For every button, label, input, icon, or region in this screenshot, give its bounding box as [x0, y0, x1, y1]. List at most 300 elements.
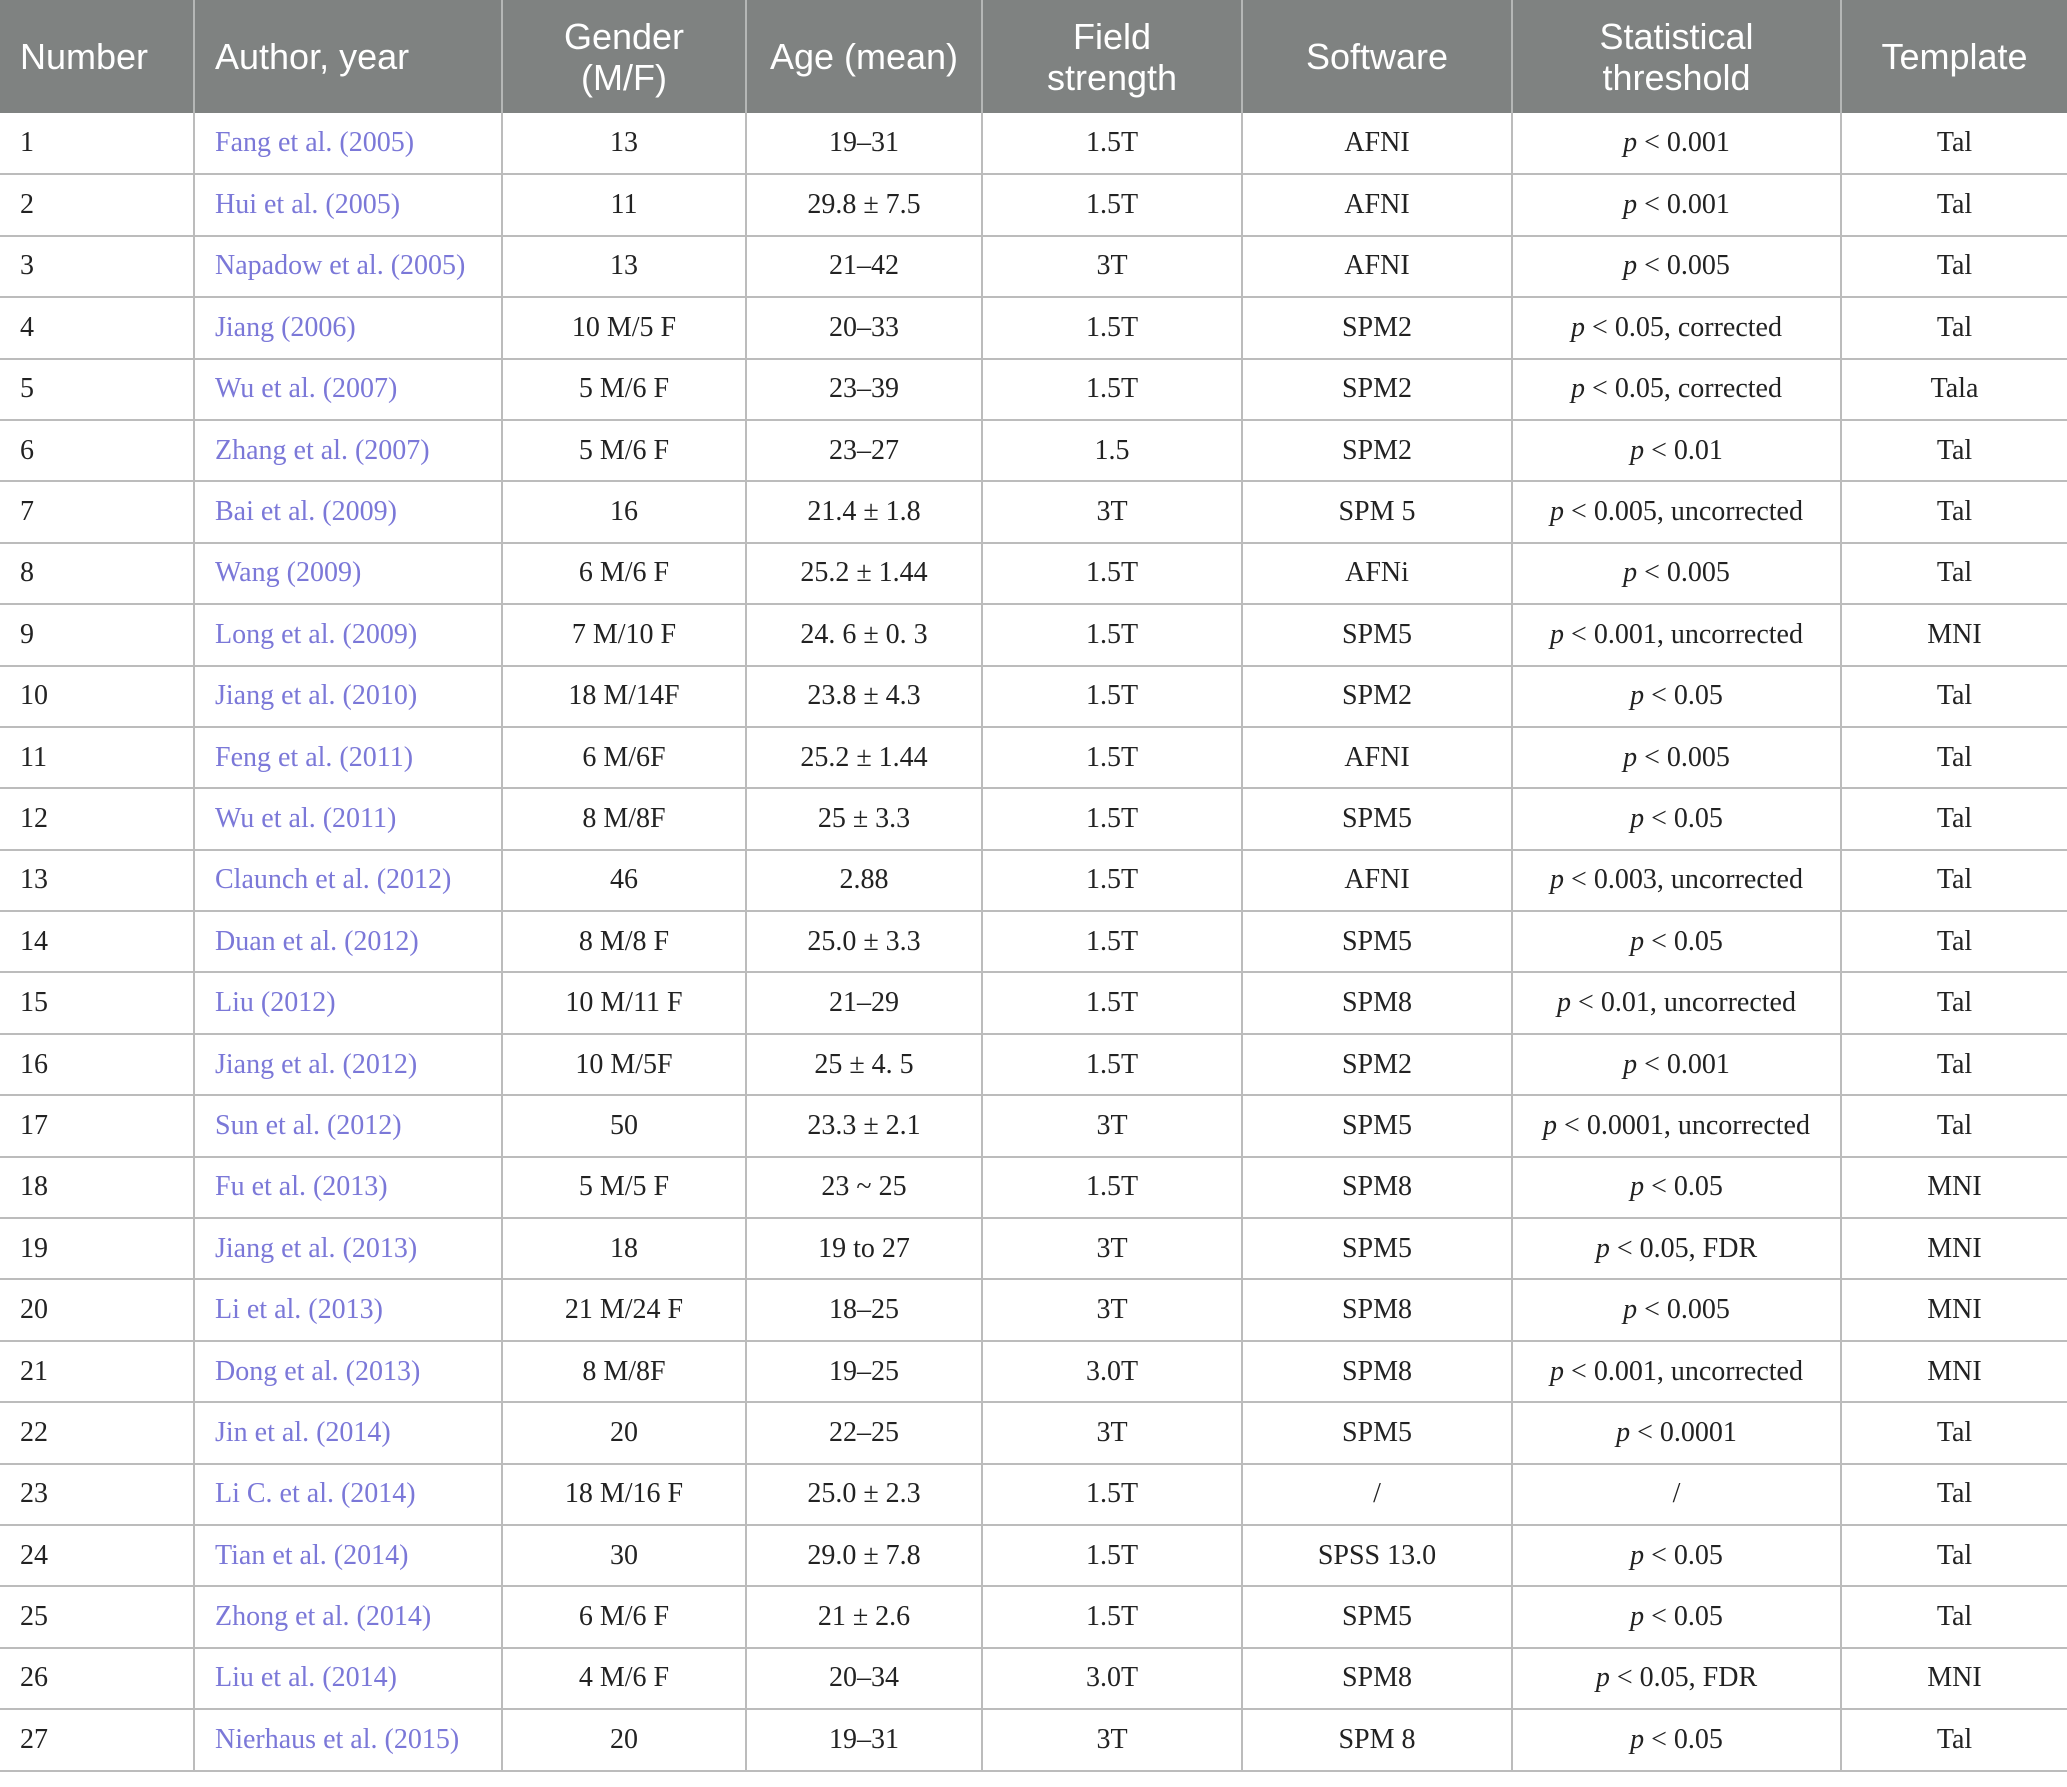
- threshold-value: < 0.001: [1637, 1048, 1730, 1080]
- cell-gender-text: 5 M/6 F: [578, 434, 670, 466]
- cell-age: [746, 174, 982, 235]
- cell-author-link[interactable]: [194, 1648, 502, 1709]
- cell-field-strength-text: 3T: [1096, 1109, 1128, 1141]
- cell-template-text: Tal: [1936, 311, 1973, 343]
- cell-author-link-text[interactable]: Jiang et al. (2010): [215, 680, 418, 712]
- cell-author-link-text[interactable]: Li C. et al. (2014): [215, 1478, 416, 1510]
- cell-template-text: Tal: [1936, 557, 1973, 589]
- cell-number: [0, 236, 194, 297]
- cell-software-text: SPM5: [1341, 925, 1413, 957]
- cell-software-text: SPM 8: [1338, 1723, 1416, 1755]
- cell-age: [746, 1648, 982, 1709]
- cell-software: [1242, 911, 1512, 972]
- cell-author-link[interactable]: [194, 1709, 502, 1770]
- cell-age: [746, 1525, 982, 1586]
- cell-template: [1841, 788, 2067, 849]
- cell-gender-text: 30: [610, 1539, 638, 1571]
- cell-number: [0, 604, 194, 665]
- cell-author-link[interactable]: [194, 1095, 502, 1156]
- cell-author-link[interactable]: [194, 174, 502, 235]
- cell-statistical-threshold: [1512, 1464, 1841, 1525]
- cell-author-link-text[interactable]: Claunch et al. (2012): [215, 864, 452, 896]
- cell-age-text: 21.4 ± 1.8: [807, 496, 921, 528]
- header-software-label: Software: [1305, 36, 1449, 77]
- cell-age-text: 19 to 27: [818, 1232, 910, 1264]
- cell-field-strength: [982, 666, 1242, 727]
- cell-number: [0, 1709, 194, 1770]
- cell-template-text: Tal: [1936, 680, 1973, 712]
- cell-author-link-text[interactable]: Bai et al. (2009): [215, 496, 397, 528]
- cell-template-text: MNI: [1927, 1355, 1982, 1387]
- cell-gender: [502, 1279, 746, 1340]
- header-row: [0, 0, 2067, 113]
- cell-gender: [502, 972, 746, 1033]
- threshold-value: < 0.05: [1644, 1723, 1723, 1755]
- cell-author-link[interactable]: [194, 1464, 502, 1525]
- table-row: [0, 972, 2067, 1033]
- cell-gender-text: 20: [610, 1416, 638, 1448]
- cell-age: [746, 481, 982, 542]
- cell-field-strength: [982, 850, 1242, 911]
- cell-gender: [502, 113, 746, 174]
- cell-template: [1841, 727, 2067, 788]
- cell-age: [746, 850, 982, 911]
- cell-number: [0, 420, 194, 481]
- cell-template: [1841, 1464, 2067, 1525]
- cell-field-strength-text: 3T: [1096, 1294, 1128, 1326]
- table-row: [0, 1341, 2067, 1402]
- cell-software-text: SPM8: [1341, 987, 1413, 1019]
- header-gender-label-line2: (M/F): [581, 56, 667, 98]
- cell-author-link[interactable]: [194, 236, 502, 297]
- cell-gender: [502, 604, 746, 665]
- threshold-value: < 0.001: [1637, 127, 1730, 159]
- cell-statistical-threshold: [1512, 543, 1841, 604]
- cell-gender-text: 13: [610, 127, 638, 159]
- cell-software: [1242, 1095, 1512, 1156]
- cell-template-text: MNI: [1927, 1294, 1982, 1326]
- cell-template: [1841, 972, 2067, 1033]
- cell-author-link[interactable]: [194, 788, 502, 849]
- cell-gender: [502, 481, 746, 542]
- cell-author-link-text[interactable]: Liu (2012): [215, 987, 336, 1019]
- cell-template-text: Tal: [1936, 925, 1973, 957]
- cell-software: [1242, 1402, 1512, 1463]
- cell-field-strength-text: 3T: [1096, 496, 1128, 528]
- cell-author-link[interactable]: [194, 297, 502, 358]
- cell-template: [1841, 1709, 2067, 1770]
- threshold-p-symbol: p: [1623, 741, 1638, 773]
- cell-number-text: 3: [20, 250, 34, 282]
- cell-author-link[interactable]: [194, 359, 502, 420]
- cell-age: [746, 1034, 982, 1095]
- cell-author-link-text[interactable]: Jiang (2006): [215, 311, 356, 343]
- cell-number: [0, 850, 194, 911]
- cell-software: [1242, 972, 1512, 1033]
- cell-number-text: 22: [20, 1416, 48, 1448]
- cell-number: [0, 1157, 194, 1218]
- cell-template: [1841, 420, 2067, 481]
- cell-template-text: Tal: [1936, 434, 1973, 466]
- cell-age-text: 23.8 ± 4.3: [807, 680, 921, 712]
- cell-number: [0, 1402, 194, 1463]
- cell-author-link-text[interactable]: Jiang et al. (2012): [215, 1048, 418, 1080]
- table-row: [0, 1095, 2067, 1156]
- table-row: [0, 1648, 2067, 1709]
- cell-gender: [502, 1218, 746, 1279]
- cell-software: [1242, 1341, 1512, 1402]
- cell-gender-text: 4 M/6 F: [578, 1662, 670, 1694]
- header-threshold-label-line2: threshold: [1602, 56, 1751, 98]
- cell-field-strength-text: 1.5T: [1085, 1601, 1139, 1633]
- cell-template: [1841, 297, 2067, 358]
- cell-author-link-text[interactable]: Wu et al. (2011): [215, 802, 397, 834]
- cell-gender: [502, 1525, 746, 1586]
- cell-author-link[interactable]: [194, 604, 502, 665]
- cell-software-text: AFNI: [1344, 189, 1410, 221]
- threshold-p-symbol: p: [1557, 987, 1572, 1019]
- cell-software: [1242, 297, 1512, 358]
- cell-number-text: 23: [20, 1478, 48, 1510]
- table-row: [0, 420, 2067, 481]
- cell-age-text: 23.3 ± 2.1: [807, 1109, 921, 1141]
- table-row: [0, 297, 2067, 358]
- threshold-p-symbol: p: [1630, 680, 1645, 712]
- header-number-label: Number: [20, 36, 149, 77]
- cell-field-strength: [982, 1586, 1242, 1647]
- threshold-value: < 0.05: [1644, 680, 1723, 712]
- cell-template: [1841, 174, 2067, 235]
- cell-field-strength: [982, 1709, 1242, 1770]
- cell-number: [0, 543, 194, 604]
- cell-number-text: 21: [20, 1355, 48, 1387]
- cell-author-link[interactable]: [194, 911, 502, 972]
- cell-gender: [502, 1157, 746, 1218]
- cell-age-text: 19–31: [829, 1723, 899, 1755]
- cell-author-link-text[interactable]: Duan et al. (2012): [215, 925, 419, 957]
- cell-age-text: 21–42: [829, 250, 899, 282]
- cell-number-text: 7: [20, 496, 34, 528]
- threshold-p-symbol: p: [1630, 434, 1645, 466]
- cell-software-text: SPM5: [1341, 1601, 1413, 1633]
- cell-number: [0, 1095, 194, 1156]
- threshold-value: < 0.0001, uncorrected: [1557, 1109, 1810, 1141]
- cell-field-strength-text: 1.5T: [1085, 680, 1139, 712]
- cell-software: [1242, 1034, 1512, 1095]
- cell-statistical-threshold: [1512, 1034, 1841, 1095]
- cell-software: [1242, 1464, 1512, 1525]
- cell-software: [1242, 113, 1512, 174]
- cell-age: [746, 297, 982, 358]
- cell-field-strength: [982, 911, 1242, 972]
- cell-gender-text: 18 M/14F: [568, 680, 680, 712]
- cell-age-text: 2.88: [839, 864, 889, 896]
- cell-software: [1242, 481, 1512, 542]
- cell-author-link[interactable]: [194, 420, 502, 481]
- cell-template: [1841, 1157, 2067, 1218]
- cell-author-link-text[interactable]: Fu et al. (2013): [215, 1171, 388, 1203]
- cell-template: [1841, 1034, 2067, 1095]
- threshold-value: < 0.0001: [1630, 1416, 1737, 1448]
- cell-number-text: 12: [20, 802, 48, 834]
- table-row: [0, 174, 2067, 235]
- threshold-p-symbol: p: [1623, 250, 1638, 282]
- cell-gender-text: 6 M/6F: [582, 741, 666, 773]
- threshold-p-symbol: p: [1630, 1601, 1645, 1633]
- cell-author-link[interactable]: [194, 1034, 502, 1095]
- header-field-label-line2: strength: [1046, 56, 1178, 98]
- cell-age-text: 24. 6 ± 0. 3: [800, 618, 928, 650]
- header-software: [1242, 0, 1512, 113]
- cell-template-text: MNI: [1927, 618, 1982, 650]
- table-row: [0, 1034, 2067, 1095]
- cell-number-text: 19: [20, 1232, 48, 1264]
- cell-gender: [502, 1709, 746, 1770]
- cell-author-link[interactable]: [194, 850, 502, 911]
- cell-author-link[interactable]: [194, 481, 502, 542]
- cell-template-text: Tal: [1936, 802, 1973, 834]
- cell-gender: [502, 359, 746, 420]
- cell-author-link[interactable]: [194, 727, 502, 788]
- cell-software: [1242, 1279, 1512, 1340]
- cell-number-text: 9: [20, 618, 34, 650]
- cell-template-text: Tala: [1930, 373, 1979, 405]
- cell-age: [746, 1218, 982, 1279]
- cell-gender-text: 8 M/8F: [582, 1355, 666, 1387]
- cell-gender-text: 18 M/16 F: [564, 1478, 684, 1510]
- cell-age: [746, 113, 982, 174]
- cell-gender: [502, 236, 746, 297]
- cell-author-link[interactable]: [194, 113, 502, 174]
- header-number: [0, 0, 194, 113]
- cell-gender-text: 5 M/5 F: [578, 1171, 670, 1203]
- cell-software-text: SPM5: [1341, 802, 1413, 834]
- cell-author-link-text[interactable]: Liu et al. (2014): [215, 1662, 397, 1694]
- cell-template: [1841, 911, 2067, 972]
- threshold-value: < 0.01, uncorrected: [1571, 987, 1796, 1019]
- cell-template: [1841, 113, 2067, 174]
- cell-author-link-text[interactable]: Wang (2009): [215, 557, 362, 589]
- cell-software-text: SPM 5: [1338, 496, 1416, 528]
- cell-age-text: 23 ~ 25: [821, 1171, 907, 1203]
- cell-field-strength-text: 1.5T: [1085, 618, 1139, 650]
- cell-statistical-threshold: [1512, 1279, 1841, 1340]
- table-row: [0, 1709, 2067, 1770]
- table-row: [0, 1279, 2067, 1340]
- cell-template-text: Tal: [1936, 1478, 1973, 1510]
- threshold-p-symbol: p: [1571, 311, 1586, 343]
- cell-gender: [502, 1402, 746, 1463]
- cell-age-text: 20–34: [829, 1662, 899, 1694]
- cell-author-link[interactable]: [194, 666, 502, 727]
- cell-field-strength: [982, 1525, 1242, 1586]
- cell-template: [1841, 850, 2067, 911]
- cell-field-strength-text: 1.5: [1094, 434, 1130, 466]
- threshold-p-symbol: p: [1630, 1539, 1645, 1571]
- cell-author-link-text[interactable]: Li et al. (2013): [215, 1294, 383, 1326]
- cell-field-strength: [982, 420, 1242, 481]
- cell-software: [1242, 1648, 1512, 1709]
- cell-author-link[interactable]: [194, 1525, 502, 1586]
- cell-age-text: 25.0 ± 3.3: [807, 925, 921, 957]
- cell-author-link-text[interactable]: Nierhaus et al. (2015): [215, 1723, 460, 1755]
- cell-template-text: Tal: [1936, 1416, 1973, 1448]
- cell-age-text: 21–29: [829, 987, 899, 1019]
- cell-gender-text: 6 M/6 F: [578, 557, 670, 589]
- table-row: [0, 1218, 2067, 1279]
- cell-author-link[interactable]: [194, 1586, 502, 1647]
- cell-statistical-threshold: [1512, 911, 1841, 972]
- cell-author-link-text[interactable]: Feng et al. (2011): [215, 741, 414, 773]
- cell-statistical-threshold: [1512, 174, 1841, 235]
- threshold-p-symbol: p: [1595, 1232, 1610, 1264]
- cell-field-strength: [982, 543, 1242, 604]
- cell-author-link[interactable]: [194, 1279, 502, 1340]
- cell-field-strength-text: 3T: [1096, 1232, 1128, 1264]
- table-row: [0, 1525, 2067, 1586]
- cell-author-link-text[interactable]: Jin et al. (2014): [215, 1416, 391, 1448]
- cell-age-text: 25.2 ± 1.44: [800, 741, 928, 773]
- cell-field-strength: [982, 113, 1242, 174]
- threshold-value: < 0.003, uncorrected: [1564, 864, 1803, 896]
- cell-field-strength-text: 1.5T: [1085, 925, 1139, 957]
- cell-author-link[interactable]: [194, 543, 502, 604]
- cell-author-link-text[interactable]: Hui et al. (2005): [215, 189, 401, 221]
- cell-software: [1242, 1709, 1512, 1770]
- cell-age: [746, 1095, 982, 1156]
- cell-field-strength-text: 3T: [1096, 1416, 1128, 1448]
- cell-template: [1841, 1279, 2067, 1340]
- cell-number: [0, 911, 194, 972]
- cell-gender-text: 6 M/6 F: [578, 1601, 670, 1633]
- cell-age: [746, 1341, 982, 1402]
- cell-template: [1841, 1525, 2067, 1586]
- threshold-p-symbol: p: [1623, 189, 1638, 221]
- cell-gender-text: 50: [610, 1109, 638, 1141]
- cell-age-text: 21 ± 2.6: [817, 1601, 911, 1633]
- cell-software: [1242, 666, 1512, 727]
- cell-template-text: Tal: [1936, 741, 1973, 773]
- cell-template: [1841, 481, 2067, 542]
- cell-age-text: 23–27: [829, 434, 899, 466]
- cell-author-link-text[interactable]: Sun et al. (2012): [215, 1109, 402, 1141]
- cell-software-text: AFNI: [1344, 864, 1410, 896]
- cell-template-text: MNI: [1927, 1232, 1982, 1264]
- cell-author-link-text[interactable]: Zhang et al. (2007): [215, 434, 430, 466]
- cell-number: [0, 1586, 194, 1647]
- cell-gender-text: 11: [610, 189, 638, 221]
- threshold-value: < 0.005, uncorrected: [1564, 496, 1803, 528]
- cell-number: [0, 1218, 194, 1279]
- cell-number: [0, 788, 194, 849]
- cell-statistical-threshold: [1512, 1648, 1841, 1709]
- cell-software-text: SPSS 13.0: [1317, 1539, 1437, 1571]
- cell-field-strength-text: 3T: [1096, 250, 1128, 282]
- cell-author-link[interactable]: [194, 1341, 502, 1402]
- cell-age-text: 18–25: [829, 1294, 899, 1326]
- cell-software-text: SPM2: [1341, 680, 1413, 712]
- header-template: [1841, 0, 2067, 113]
- header-author-year: [194, 0, 502, 113]
- cell-author-link-text[interactable]: Long et al. (2009): [215, 618, 418, 650]
- cell-field-strength: [982, 1648, 1242, 1709]
- header-gender-label-line1: Gender: [563, 15, 685, 57]
- cell-software: [1242, 1157, 1512, 1218]
- cell-author-link-text[interactable]: Wu et al. (2007): [215, 373, 398, 405]
- cell-author-link[interactable]: [194, 1402, 502, 1463]
- threshold-p-symbol: p: [1550, 496, 1565, 528]
- header-threshold-label-line1: Statistical: [1599, 15, 1754, 57]
- table-row: [0, 1157, 2067, 1218]
- cell-statistical-threshold: [1512, 604, 1841, 665]
- cell-template-text: Tal: [1936, 987, 1973, 1019]
- cell-statistical-threshold: [1512, 1525, 1841, 1586]
- cell-number-text: 10: [20, 680, 48, 712]
- header-gender: [502, 0, 746, 113]
- cell-field-strength: [982, 297, 1242, 358]
- cell-author-link-text[interactable]: Jiang et al. (2013): [215, 1232, 418, 1264]
- threshold-p-symbol: p: [1630, 925, 1645, 957]
- cell-statistical-threshold: [1512, 1402, 1841, 1463]
- cell-software-text: AFNI: [1344, 741, 1410, 773]
- cell-statistical-threshold: [1512, 297, 1841, 358]
- cell-author-link-text[interactable]: Dong et al. (2013): [215, 1355, 421, 1387]
- cell-author-link[interactable]: [194, 1157, 502, 1218]
- cell-age-text: 20–33: [829, 311, 899, 343]
- cell-template: [1841, 1648, 2067, 1709]
- cell-number: [0, 297, 194, 358]
- cell-software: [1242, 1525, 1512, 1586]
- threshold-value: < 0.001: [1637, 189, 1730, 221]
- threshold-p-symbol: p: [1623, 1294, 1638, 1326]
- cell-author-link[interactable]: [194, 1218, 502, 1279]
- cell-author-link-text[interactable]: Fang et al. (2005): [215, 127, 415, 159]
- cell-number: [0, 972, 194, 1033]
- cell-template-text: Tal: [1936, 1723, 1973, 1755]
- cell-software-text: SPM5: [1341, 1232, 1413, 1264]
- cell-software-text: SPM8: [1341, 1662, 1413, 1694]
- cell-software-text: SPM5: [1341, 1109, 1413, 1141]
- threshold-p-symbol: p: [1623, 127, 1638, 159]
- cell-author-link-text[interactable]: Zhong et al. (2014): [215, 1601, 432, 1633]
- cell-age: [746, 604, 982, 665]
- table-row: [0, 481, 2067, 542]
- threshold-value: < 0.005: [1637, 557, 1730, 589]
- threshold-p-symbol: p: [1630, 1171, 1645, 1203]
- cell-template-text: Tal: [1936, 127, 1973, 159]
- cell-age: [746, 420, 982, 481]
- cell-author-link-text[interactable]: Napadow et al. (2005): [215, 250, 466, 282]
- threshold-p-symbol: p: [1595, 1662, 1610, 1694]
- cell-gender-text: 13: [610, 250, 638, 282]
- threshold-p-symbol: p: [1571, 373, 1586, 405]
- cell-field-strength-text: 3T: [1096, 1723, 1128, 1755]
- cell-age: [746, 359, 982, 420]
- cell-field-strength-text: 1.5T: [1085, 127, 1139, 159]
- cell-field-strength: [982, 1095, 1242, 1156]
- cell-gender: [502, 911, 746, 972]
- cell-template-text: Tal: [1936, 496, 1973, 528]
- threshold-p-symbol: p: [1630, 1723, 1645, 1755]
- cell-author-link-text[interactable]: Tian et al. (2014): [215, 1539, 409, 1571]
- cell-field-strength: [982, 481, 1242, 542]
- cell-author-link[interactable]: [194, 972, 502, 1033]
- cell-gender-text: 10 M/11 F: [565, 987, 683, 1019]
- cell-number-text: 2: [20, 189, 34, 221]
- cell-gender-text: 20: [610, 1723, 638, 1755]
- cell-statistical-threshold: [1512, 666, 1841, 727]
- cell-template-text: Tal: [1936, 250, 1973, 282]
